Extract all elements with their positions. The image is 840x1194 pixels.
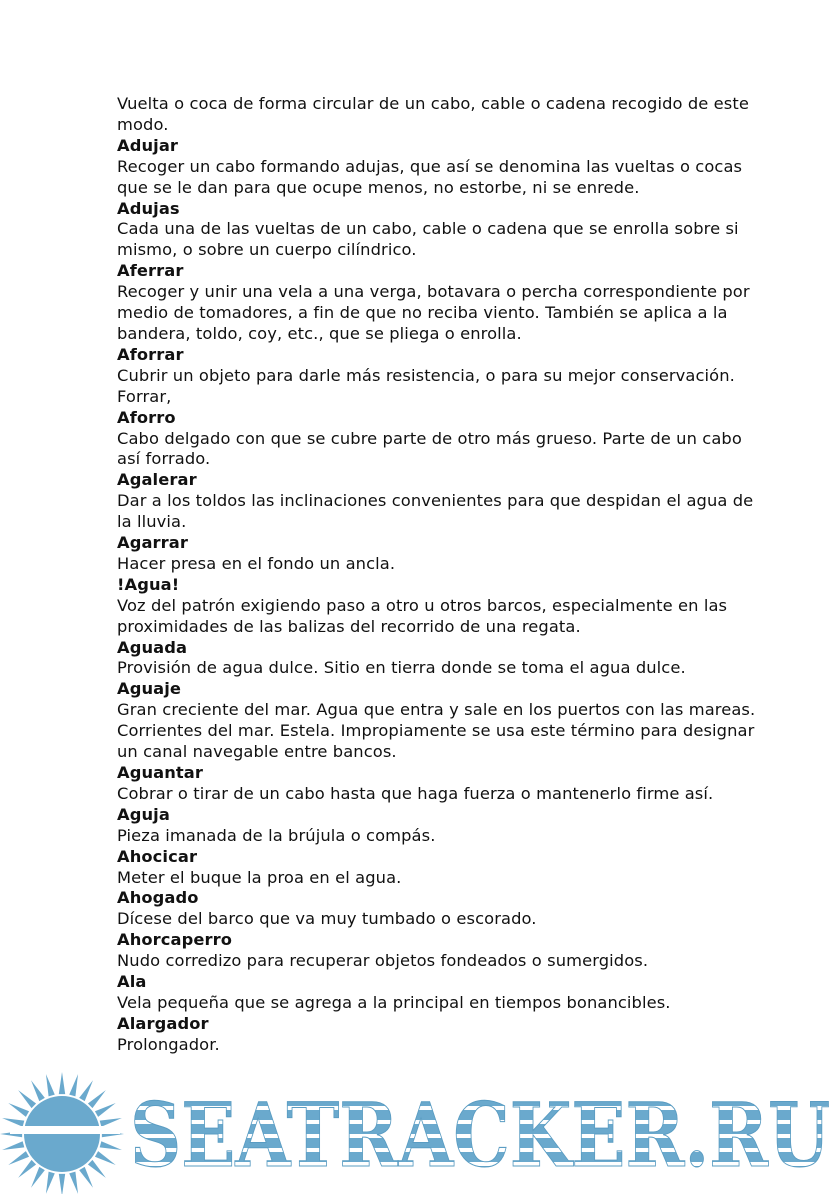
- sun-ray: [95, 1103, 116, 1117]
- sun-ray: [18, 1090, 36, 1108]
- entry-definition: Vuelta o coca de forma circular de un cabo, cable o cadena recogido de este modo.: [117, 94, 749, 134]
- entry-term: Agalerar: [117, 470, 197, 490]
- entry-definition: Recoger y unir una vela a una verga, botavara o percha correspondiente por medio de tomadores, a fin de que no reciba viento. También se aplica a la bandera, toldo, coy, etc., que se pliega o enrolla.: [117, 282, 750, 343]
- sun-ray: [59, 1072, 65, 1094]
- entry-term: Aguantar: [117, 763, 204, 782]
- entry-definition: Hacer presa en el fondo un ancla.: [117, 553, 396, 573]
- entry-definition: Dar a los toldos las inclinaciones convenientes para que despidan el agua de la lluvia.: [117, 491, 754, 532]
- watermark-text: SEATRACKER.RU: [130, 1083, 830, 1187]
- sun-ray: [59, 1174, 65, 1194]
- entry-term: Aferrar: [117, 261, 184, 281]
- entry-definition: Nudo corredizo para recuperar objetos fondeados o sumergidos.: [117, 951, 649, 971]
- entry-term: Alargador: [117, 1013, 209, 1033]
- entry-definition: Prolongador.: [117, 1034, 220, 1054]
- entry-definition: Cada una de las vueltas de un cabo, cable o cadena que se enrolla sobre si mismo, o sobre un cuerpo cilíndrico.: [117, 219, 739, 260]
- watermark-logo: [0, 1068, 840, 1194]
- sun-ray: [100, 1141, 122, 1150]
- sun-ray: [31, 1167, 45, 1188]
- sun-ray: [46, 1172, 55, 1194]
- sun-ray: [95, 1151, 116, 1165]
- entry-term: Aforrar: [117, 344, 184, 364]
- entry-definition: Meter el buque la proa en el agua.: [117, 867, 402, 887]
- entry-definition: Vela pequeña que se agrega a la principal en tiempos bonancibles.: [117, 992, 671, 1012]
- entry-term: Adujar: [117, 135, 179, 155]
- sun-ray: [2, 1141, 24, 1150]
- sun-ray: [100, 1118, 122, 1127]
- entry-definition: Provisión de agua dulce. Sitio en tierra donde se toma el agua dulce.: [117, 658, 686, 678]
- sun-ray: [69, 1172, 78, 1194]
- entry-definition: Pieza imanada de la brújula o compás.: [117, 825, 436, 845]
- entry-term: Aguaje: [117, 679, 182, 699]
- entry-term: Ahocicar: [117, 846, 198, 866]
- entry-term: !Agua!: [117, 574, 180, 594]
- sun-ray: [69, 1074, 78, 1096]
- entry-term: Ala: [117, 972, 147, 992]
- sun-icon: [0, 1072, 124, 1194]
- entry-term: Aguja: [117, 804, 170, 824]
- glossary-entries: [117, 94, 757, 1056]
- sun-ray: [8, 1151, 29, 1165]
- entry-term: Aguada: [117, 637, 188, 657]
- entry-definition: Recoger un cabo formando adujas, que así se denomina las vueltas o cocas que se le dan para que ocupe menos, no estorbe, ni se enrede.: [117, 156, 743, 197]
- entry-definition: Gran creciente del mar. Agua que entra y sale en los puertos con las mareas. Corrientes del mar. Estela. Impropiamente se usa este término para designar un canal navegable entre bancos.: [117, 700, 756, 762]
- entry-definition: Voz del patrón exigiendo paso a otro u otros barcos, especialmente en las proximidades de las balizas del recorrido de una regata.: [117, 595, 728, 636]
- entry-term: Ahorcaperro: [117, 930, 233, 950]
- entry-term: Aforro: [117, 407, 176, 427]
- sun-ray: [79, 1167, 93, 1188]
- sun-ray: [31, 1080, 45, 1101]
- entry-definition: Dícese del barco que va muy tumbado o escorado.: [117, 909, 537, 929]
- entry-definition: Cabo delgado con que se cubre parte de otro más grueso. Parte de un cabo así forrado.: [117, 428, 742, 469]
- entry-term: Agarrar: [117, 533, 189, 553]
- sun-ray: [88, 1160, 106, 1178]
- entry-definition: Cubrir un objeto para darle más resistencia, o para su mejor conservación. Forrar,: [117, 365, 735, 406]
- sun-ray: [88, 1090, 106, 1108]
- sun-ray: [18, 1160, 36, 1178]
- entry-term: Ahogado: [117, 888, 199, 908]
- sun-ray: [2, 1118, 24, 1127]
- sun-ray: [79, 1080, 93, 1101]
- sun-ray: [46, 1074, 55, 1096]
- sun-ray: [8, 1103, 29, 1117]
- entry-term: Adujas: [117, 198, 180, 218]
- entry-definition: Cobrar o tirar de un cabo hasta que haga fuerza o mantenerlo firme así.: [117, 783, 714, 803]
